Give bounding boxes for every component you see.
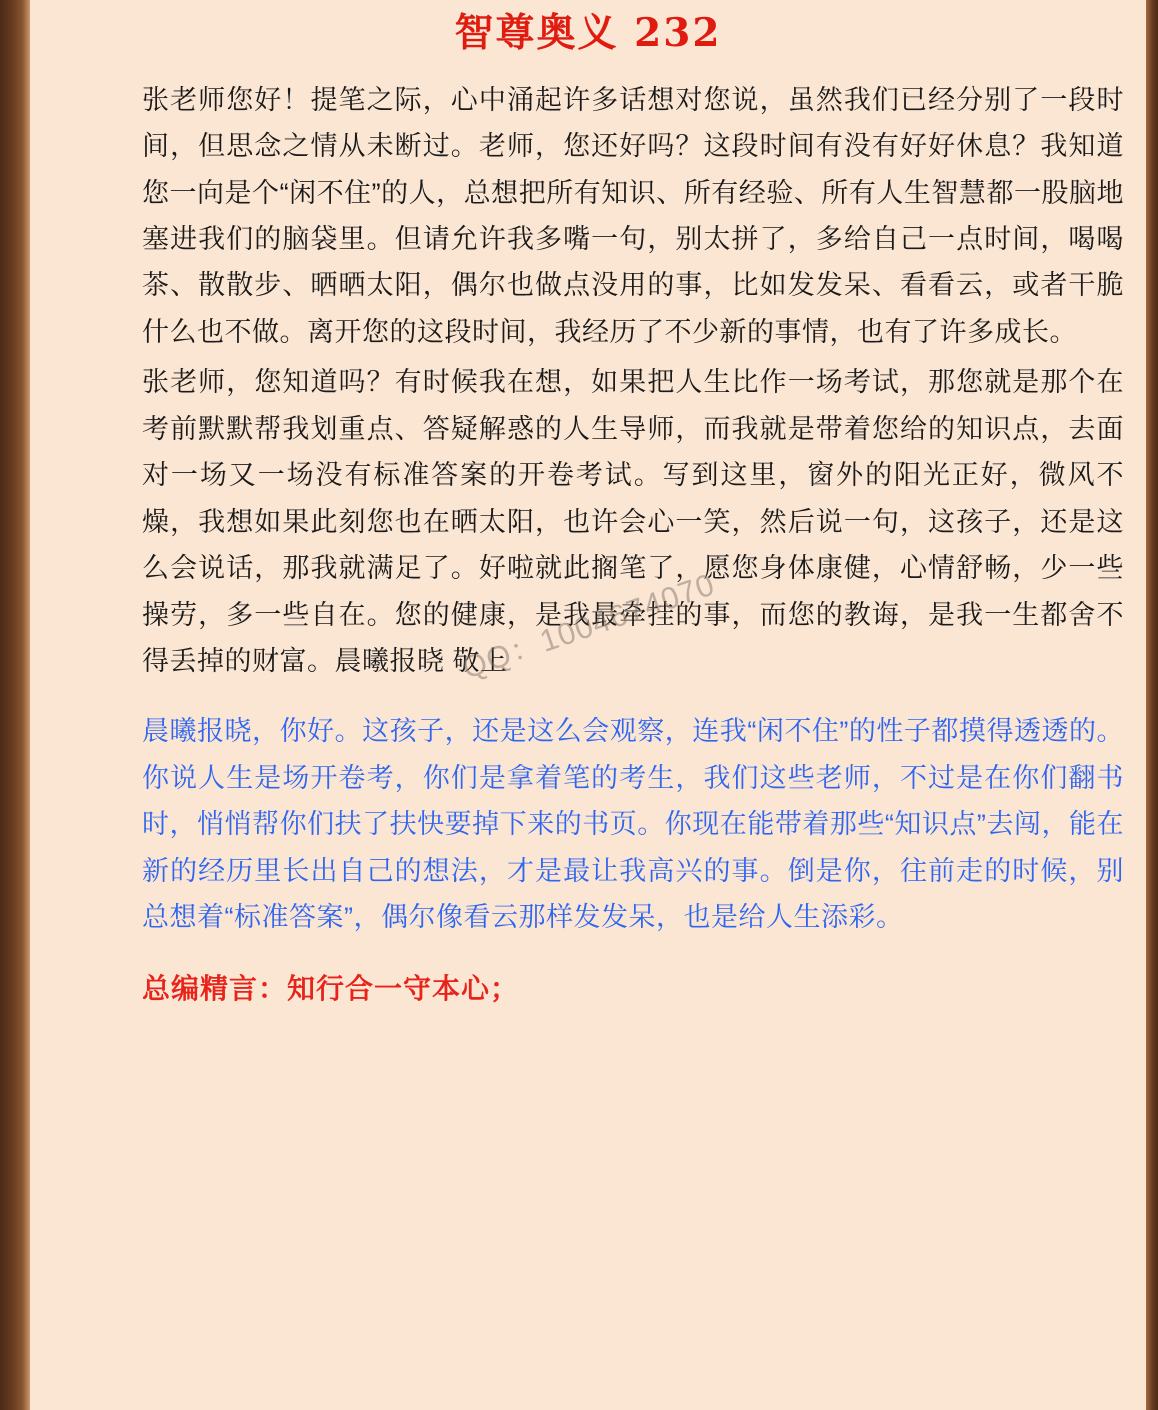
page-title: 智尊奥义 232 [454, 10, 722, 56]
reply-paragraph: 晨曦报晓，你好。这孩子，还是这么会观察，连我“闲不住”的性子都摸得透透的。你说人生是场开卷考，你们是拿着笔的考生，我们这些老师，不过是在你们翻书时，悄悄帮你们扶了扶快要掉下来的书页。你现在能带着那些“知识点”去闯，能在新的经历里长出自己的想法，才是最让我高兴的事。倒是你，往前走的时候，别总想着“标准答案”，偶尔像看云那样发发呆，也是给人生添彩。 [142, 716, 1124, 933]
editor-note: 总编精言：知行合一守本心； [142, 971, 520, 1005]
document-content [30, 0, 1146, 1410]
letter-paragraph: 张老师，您知道吗？有时候我在想，如果把人生比作一场考试，那您就是那个在考前默默帮我划重点、答疑解惑的人生导师，而我就是带着您给的知识点，去面对一场又一场没有标准答案的开卷考试。写到这里，窗外的阳光正好，微风不燥，我想如果此刻您也在晒太阳，也许会心一笑，然后说一句，这孩子，还是这么会说话，那我就满足了。好啦就此搁笔了，愿您身体康健，心情舒畅，少一些操劳，多一些自在。您的健康，是我最牵挂的事，而您的教诲，是我一生都舍不得丢掉的财富。晨曦报晓 敬上 [142, 367, 1124, 676]
letter-body [30, 77, 1146, 1007]
right-border-decoration [1146, 0, 1158, 1410]
watermark-text: QQ：1004674070 [457, 566, 720, 686]
letter-paragraph: 张老师您好！提笔之际，心中涌起许多话想对您说，虽然我们已经分别了一段时间，但思念之情从未断过。老师，您还好吗？这段时间有没有好好休息？我知道您一向是个“闲不住”的人，总想把所有知识、所有经验、所有人生智慧都一股脑地塞进我们的脑袋里。但请允许我多嘴一句，别太拼了，多给自己一点时间，喝喝茶、散散步、晒晒太阳，偶尔也做点没用的事，比如发发呆、看看云，或者干脆什么也不做。离开您的这段时间，我经历了不少新的事情，也有了许多成长。 [142, 84, 1124, 347]
left-border-decoration [0, 0, 30, 1410]
